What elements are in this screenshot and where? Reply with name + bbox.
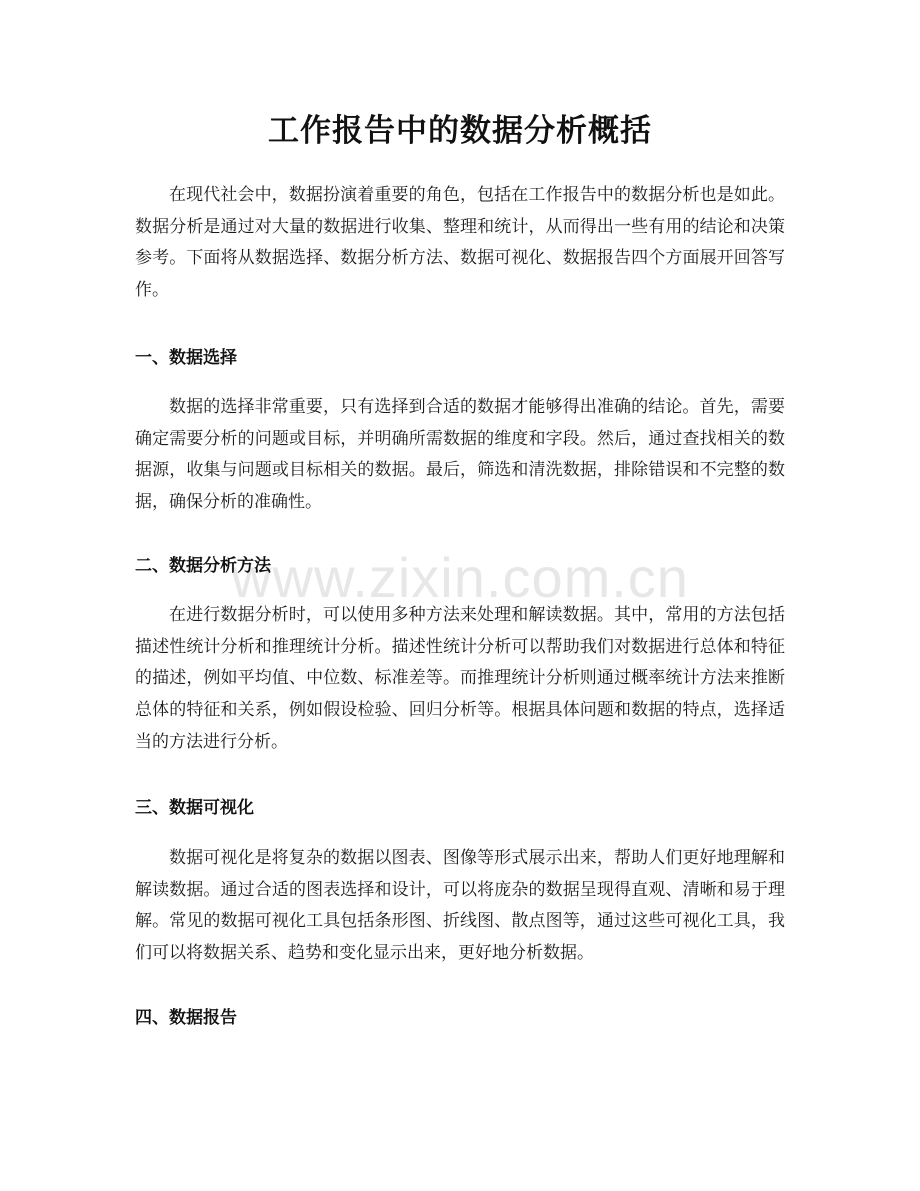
section-body-analysis-methods: 在进行数据分析时，可以使用多种方法来处理和解读数据。其中，常用的方法包括描述性统计分析和推理统计分析。描述性统计分析可以帮助我们对数据进行总体和特征的描述，例如平均值、中位数、标准差等。而推理统计分析则通过概率统计方法来推断总体的特征和关系，例如假设检验、回归分析等。根据具体问题和数据的特点，选择适当的方法进行分析。 (135, 605, 785, 752)
watermark: www.zixin.com.cn (231, 546, 689, 609)
section-body-data-selection: 数据的选择非常重要，只有选择到合适的数据才能够得出准确的结论。首先，需要确定需要分析的问题或目标，并明确所需数据的维度和字段。然后，通过查找相关的数据源，收集与问题或目标相关的数据。最后，筛选和清洗数据，排除错误和不完整的数据，确保分析的准确性。 (135, 397, 785, 513)
section-heading-data-selection: 一、数据选择 (135, 348, 237, 368)
section-heading-visualization: 三、数据可视化 (135, 798, 254, 818)
intro-paragraph: 在现代社会中，数据扮演着重要的角色，包括在工作报告中的数据分析也是如此。数据分析是通过对大量的数据进行收集、整理和统计，从而得出一些有用的结论和决策参考。下面将从数据选择、数据分析方法、数据可视化、数据报告四个方面展开回答写作。 (135, 185, 785, 301)
section-heading-analysis-methods: 二、数据分析方法 (135, 556, 271, 576)
document-title: 工作报告中的数据分析概括 (268, 113, 652, 149)
section-body-visualization: 数据可视化是将复杂的数据以图表、图像等形式展示出来，帮助人们更好地理解和解读数据。通过合适的图表选择和设计，可以将庞杂的数据呈现得直观、清晰和易于理解。常见的数据可视化工具包括条形图、折线图、散点图等，通过这些可视化工具，我们可以将数据关系、趋势和变化显示出来，更好地分析数据。 (135, 848, 785, 964)
section-heading-data-report: 四、数据报告 (135, 1008, 237, 1028)
